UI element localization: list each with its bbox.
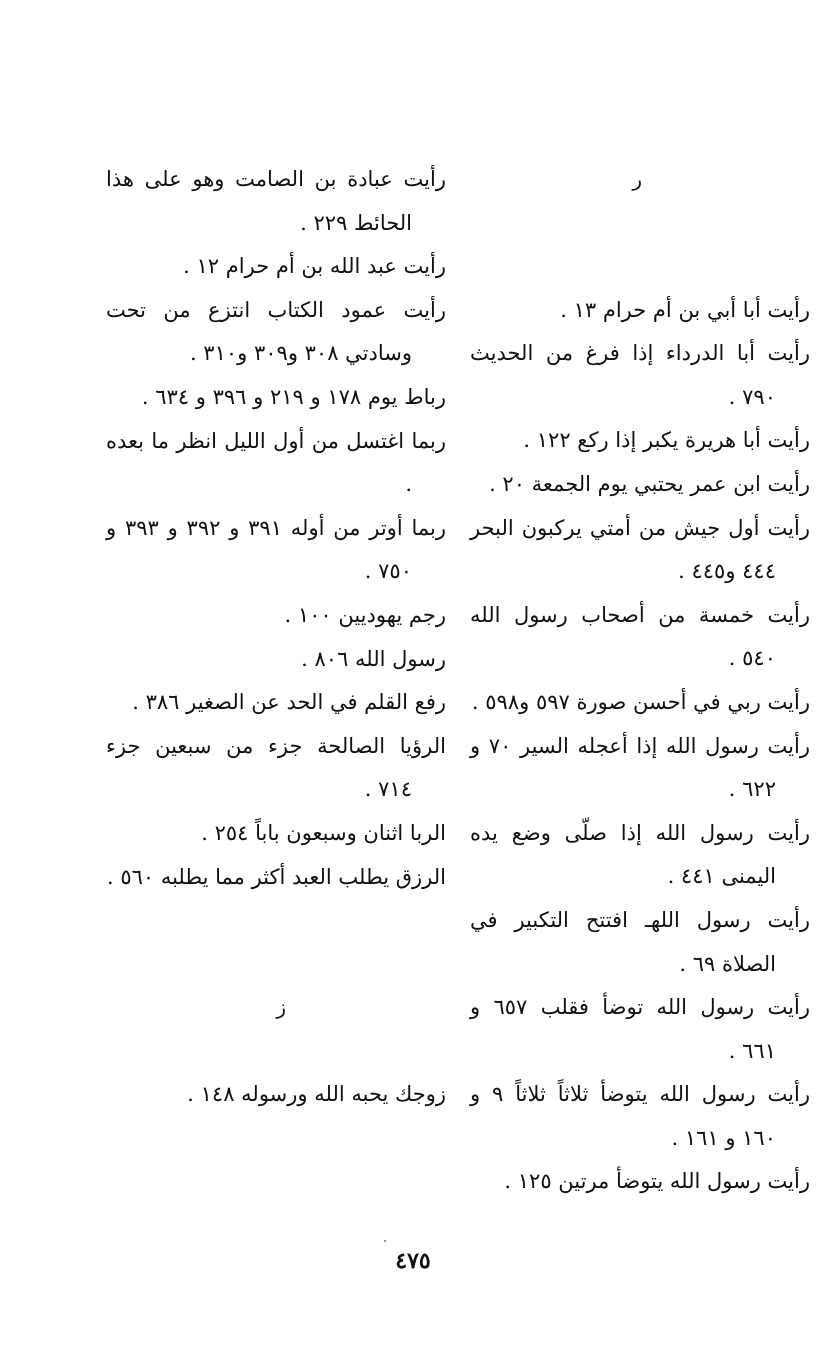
- index-entry: رأيت رسول الله يتوضأ مرتين ١٢٥ .: [504, 1169, 810, 1194]
- index-entry: رأيت أول جيش من أمتي يركبون البحر ٤٤٤ و٤٤٥ .: [470, 515, 810, 584]
- index-entry: رأيت عبادة بن الصامت وهو على هذا الحائط ٢٢٩ .: [106, 167, 446, 235]
- index-entry: رباط يوم ١٧٨ و ٢١٩ و ٣٩٦ و ٦٣٤ .: [141, 384, 446, 409]
- spacer: [106, 899, 446, 986]
- index-entry: رأيت عمود الكتاب انتزع من تحت وسادتي ٣٠٨ و٣٠٩ و٣١٠ .: [106, 297, 446, 366]
- right-column: [470, 158, 810, 1204]
- index-entry: رأيت رسول اللهـ افتتح التكبير في الصلاة ٦٩ .: [470, 907, 810, 976]
- index-entry: رأيت أبا الدرداء إذا فرغ من الحديث ٧٩٠ .: [470, 341, 810, 409]
- print-dot: [384, 1240, 386, 1242]
- index-entry: ربما اغتسل من أول الليل انظر ما بعده .: [106, 428, 446, 497]
- page-number: ٤٧٥: [395, 1248, 431, 1274]
- section-letter-zay: ز: [276, 995, 286, 1020]
- index-entry: ربما أوتر من أوله ٣٩١ و ٣٩٢ و ٣٩٣ و ٧٥٠ .: [106, 515, 446, 584]
- index-entry: رأيت أبا أبي بن أم حرام ١٣ .: [560, 297, 810, 322]
- index-entry: الربا اثنان وسبعون باباً ٢٥٤ .: [201, 820, 446, 845]
- spacer: [106, 1030, 446, 1073]
- spacer: [470, 202, 810, 289]
- section-letter-ra: ر: [632, 167, 642, 191]
- index-entry: رفع القلم في الحد عن الصغير ٣٨٦ .: [132, 690, 446, 715]
- index-entry: زوجك يحبه الله ورسوله ١٤٨ .: [187, 1081, 446, 1106]
- index-entry: رأيت عبد الله بن أم حرام ١٢ .: [183, 254, 446, 279]
- index-entry: رأيت ربي في أحسن صورة ٥٩٧ و٥٩٨ .: [471, 689, 810, 714]
- index-entry: رجم يهوديين ١٠٠ .: [284, 602, 446, 627]
- index-entry: الرزق يطلب العبد أكثر مما يطلبه ٥٦٠ .: [106, 864, 446, 889]
- index-entry: رأيت رسول الله يتوضأ ثلاثاً ثلاثاً ٩ و ١٦٠ و ١٦١ .: [470, 1082, 810, 1150]
- index-entry: رأيت رسول الله إذا صلّى وضع يده اليمنى ٤٤١ .: [470, 820, 810, 889]
- index-entry: رأيت رسول الله إذا أعجله السير ٧٠ و ٦٢٢ .: [470, 733, 810, 802]
- index-entry: الرؤيا الصالحة جزء من سبعين جزء ٧١٤ .: [106, 733, 446, 802]
- index-entry: رأيت أبا هريرة يكبر إذا ركع ١٢٢ .: [523, 428, 810, 453]
- index-entry: رأيت رسول الله توضأ فقلب ٦٥٧ و ٦٦١ .: [470, 995, 810, 1063]
- left-column: [106, 158, 446, 1116]
- index-entry: رسول الله ٨٠٦ .: [301, 646, 446, 671]
- index-entry: رأيت ابن عمر يحتبي يوم الجمعة ٢٠ .: [489, 471, 810, 496]
- index-entry: رأيت خمسة من أصحاب رسول الله ٥٤٠ .: [470, 602, 810, 671]
